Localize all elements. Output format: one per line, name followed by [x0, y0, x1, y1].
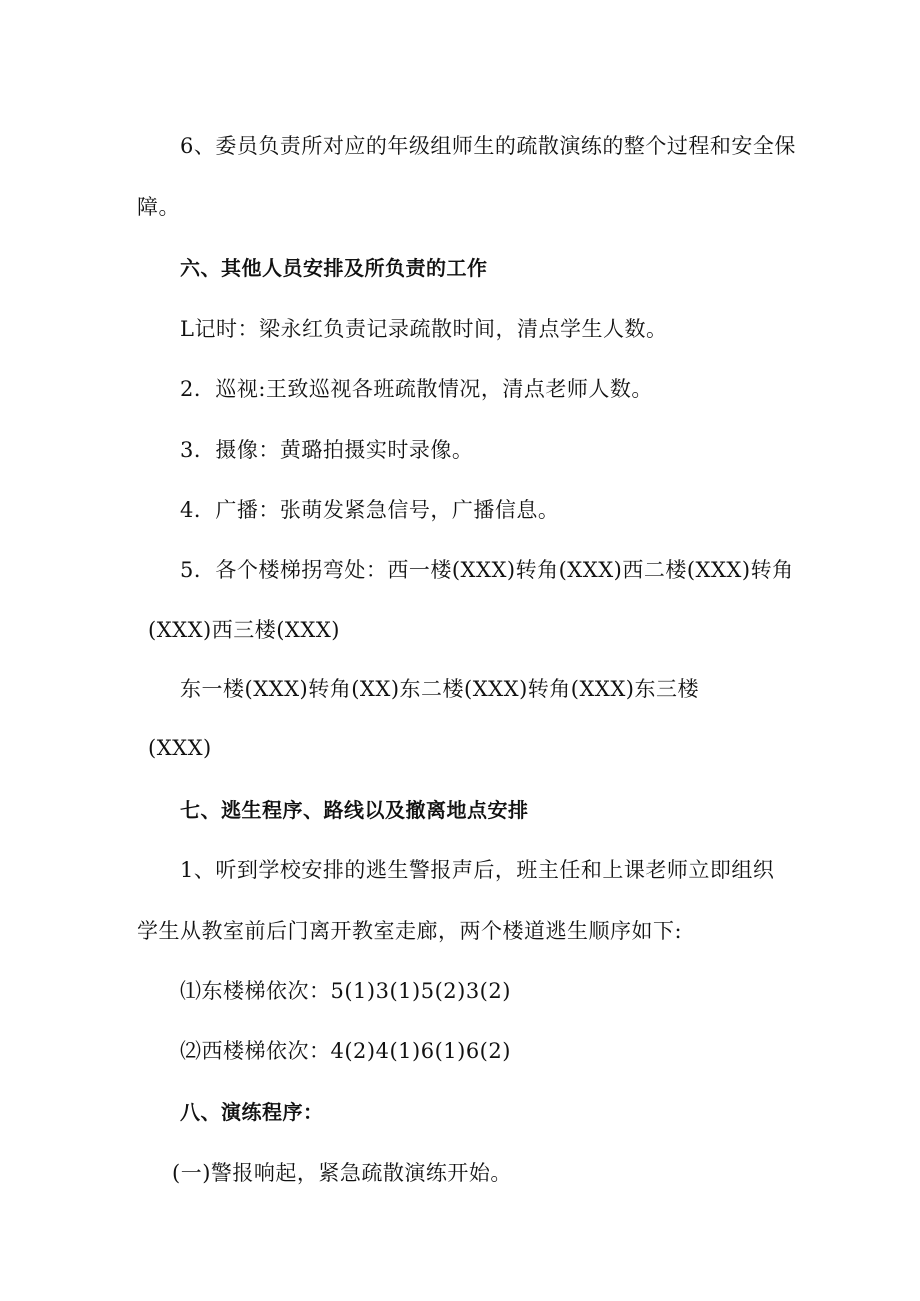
item-east-stairs-cont: (XXX)	[148, 736, 212, 760]
item-camera: 3．摄像：黄璐拍摄实时录像。	[180, 438, 474, 462]
paragraph-escape-alarm: 1、听到学校安排的逃生警报声后，班主任和上课老师立即组织	[180, 858, 775, 882]
item-west-stair-order: ⑵西楼梯依次：4(2)4(1)6(1)6(2)	[180, 1039, 511, 1063]
item-alarm-start: (一)警报响起，紧急疏散演练开始。	[172, 1161, 512, 1185]
paragraph-committee-duty-cont: 障。	[137, 195, 180, 219]
paragraph-escape-alarm-cont: 学生从教室前后门离开教室走廊，两个楼道逃生顺序如下:	[137, 919, 683, 943]
item-timekeeper: L记时：梁永红负责记录疏散时间，清点学生人数。	[180, 317, 668, 341]
item-east-stair-order: ⑴东楼梯依次：5(1)3(1)5(2)3(2)	[180, 979, 511, 1003]
section-heading-six: 六、其他人员安排及所负责的工作	[180, 256, 488, 280]
item-stair-corners-cont: (XXX)西三楼(XXX)	[148, 618, 340, 642]
item-stair-corners: 5．各个楼梯拐弯处：西一楼(XXX)转角(XXX)西二楼(XXX)转角	[180, 558, 794, 582]
paragraph-committee-duty: 6、委员负责所对应的年级组师生的疏散演练的整个过程和安全保	[180, 134, 796, 158]
item-patrol: 2．巡视:王致巡视各班疏散情况，清点老师人数。	[180, 377, 653, 401]
section-heading-seven: 七、逃生程序、路线以及撤离地点安排	[180, 798, 529, 822]
item-east-stairs: 东一楼(XXX)转角(XX)东二楼(XXX)转角(XXX)东三楼	[180, 677, 699, 701]
item-broadcast: 4．广播：张萌发紧急信号，广播信息。	[180, 498, 560, 522]
section-heading-eight: 八、演练程序：	[180, 1100, 324, 1124]
